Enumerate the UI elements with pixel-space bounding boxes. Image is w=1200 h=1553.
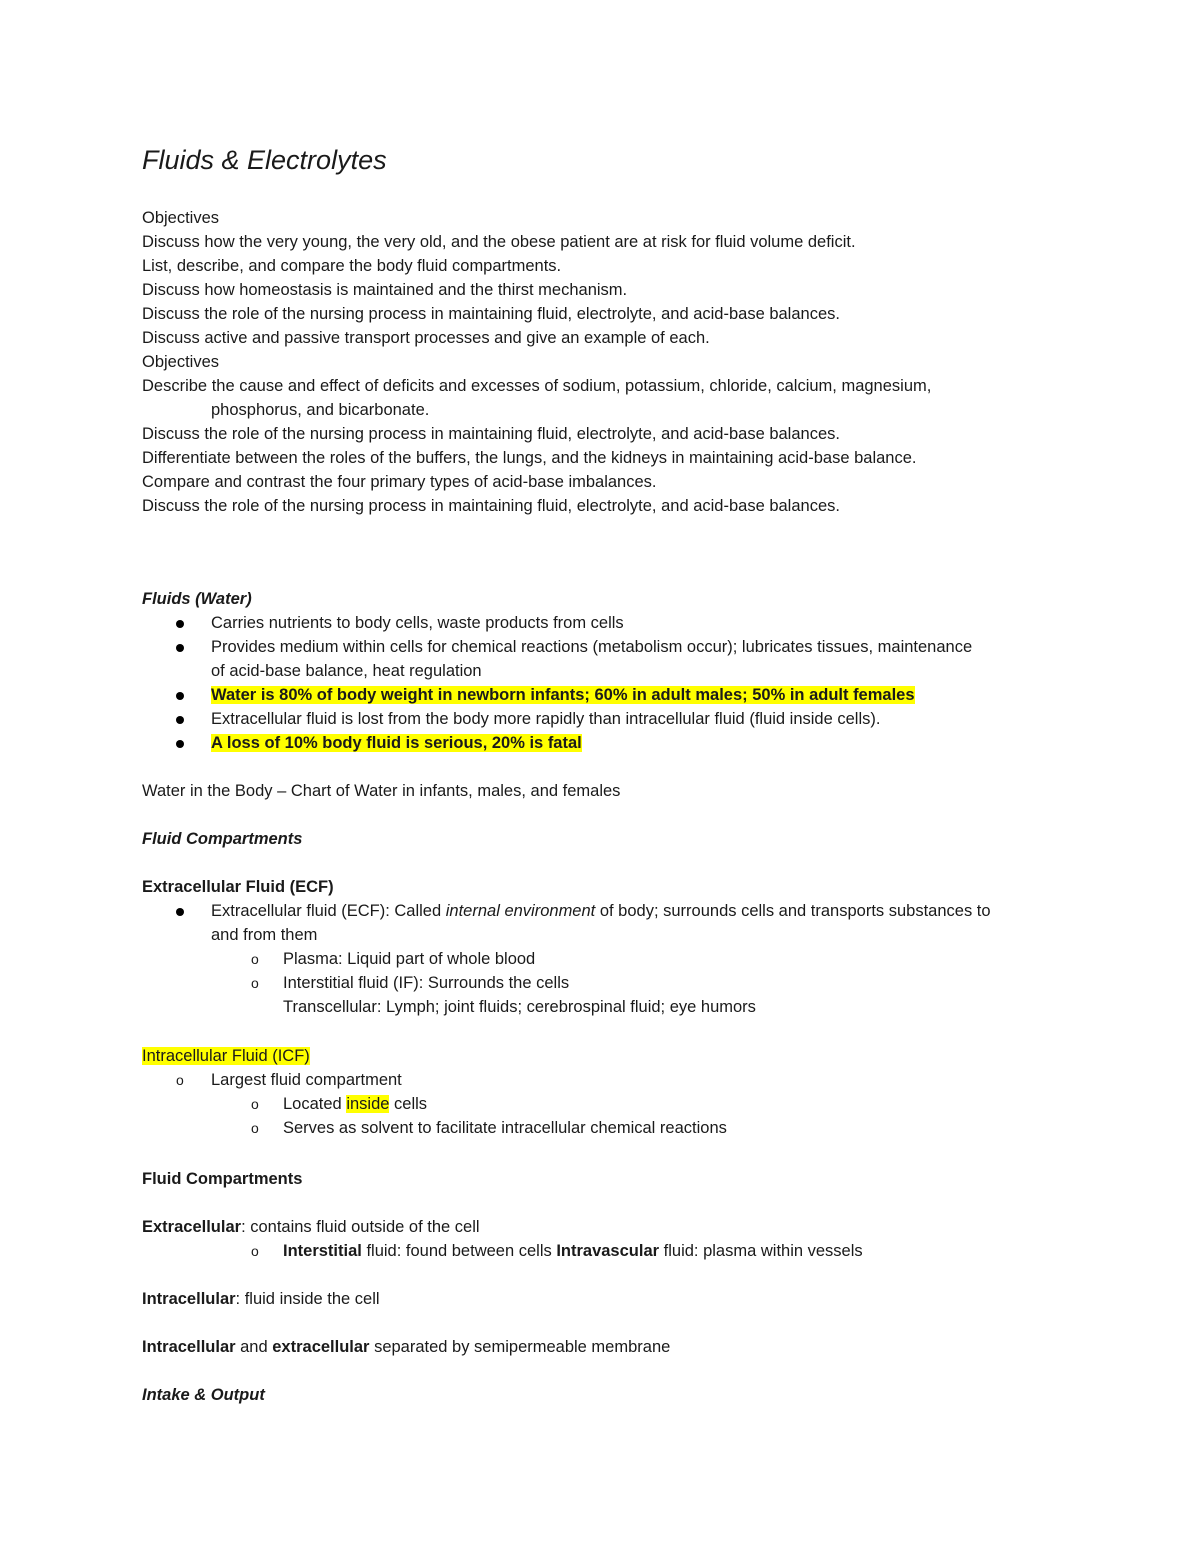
objective-line: Discuss active and passive transport processes and give an example of each.	[142, 329, 710, 347]
sub-list-item: o Interstitial fluid (IF): Surrounds the cells	[142, 971, 1072, 995]
sub-list-item: o Plasma: Liquid part of whole blood	[142, 947, 1072, 971]
objective-line: Differentiate between the roles of the buffers, the lungs, and the kidneys in maintaining acid-base balance.	[142, 449, 917, 467]
sub-list-item-continued: Transcellular: Lymph; joint fluids; cerebrospinal fluid; eye humors	[283, 998, 756, 1016]
list-item: Extracellular fluid (ECF): Called internal environment of body; surrounds cells and transports substances to	[142, 899, 1072, 923]
list-item: Extracellular fluid is lost from the body more rapidly than intracellular fluid (fluid inside cells).	[142, 707, 1072, 731]
objective-line: Discuss the role of the nursing process in maintaining fluid, electrolyte, and acid-base balances.	[142, 425, 840, 443]
circle-bullet-icon: o	[251, 1120, 259, 1136]
circle-bullet-icon: o	[251, 1096, 259, 1112]
intracellular-line: Intracellular: fluid inside the cell	[142, 1290, 380, 1308]
objectives-label: Objectives	[142, 209, 220, 227]
objective-line: Describe the cause and effect of deficits and excesses of sodium, potassium, chloride, calcium, magnesium,	[142, 377, 932, 395]
circle-bullet-icon: o	[251, 975, 259, 991]
extracellular-line: Extracellular: contains fluid outside of the cell o Interstitial fluid: found between cells Intravascular fluid: plasma within vessels	[142, 1215, 1072, 1263]
bullet-icon	[176, 899, 184, 923]
bullet-icon	[176, 731, 184, 755]
fluids-heading: Fluids (Water)	[142, 590, 252, 608]
sub-list-item: o Located inside cells	[142, 1092, 1072, 1116]
page-title: Fluids & Electrolytes	[142, 145, 387, 175]
fluid-compartments-heading: Fluid Compartments	[142, 830, 303, 848]
list-item-continued: and from them	[211, 926, 318, 944]
objective-line-continued: phosphorus, and bicarbonate.	[211, 401, 430, 419]
list-item: Provides medium within cells for chemical reactions (metabolism occur); lubricates tissues, maintenance	[142, 635, 1072, 659]
list-item-highlighted: A loss of 10% body fluid is serious, 20% is fatal	[142, 731, 1072, 755]
membrane-line: Intracellular and extracellular separated by semipermeable membrane	[142, 1338, 671, 1356]
water-chart-line: Water in the Body – Chart of Water in infants, males, and females	[142, 782, 621, 800]
ecf-section	[142, 875, 1072, 1019]
ecf-heading: Extracellular Fluid (ECF)	[142, 878, 334, 896]
objective-line: List, describe, and compare the body fluid compartments.	[142, 257, 562, 275]
objectives-block	[142, 206, 1072, 518]
sub-list-item: o Serves as solvent to facilitate intracellular chemical reactions	[142, 1116, 1072, 1140]
circle-bullet-icon: o	[176, 1072, 184, 1088]
circle-bullet-icon: o	[251, 1243, 259, 1259]
circle-bullet-icon: o	[251, 951, 259, 967]
list-item-continued: of acid-base balance, heat regulation	[211, 662, 482, 680]
fluids-section	[142, 587, 1072, 755]
intake-output-heading: Intake & Output	[142, 1386, 265, 1404]
icf-heading: Intracellular Fluid (ICF)	[142, 1047, 310, 1065]
bullet-icon	[176, 683, 184, 707]
bullet-icon	[176, 635, 184, 659]
fluid-compartments-heading-2: Fluid Compartments	[142, 1170, 303, 1188]
icf-section	[142, 1044, 1072, 1140]
objective-line: Discuss how homeostasis is maintained and the thirst mechanism.	[142, 281, 628, 299]
objective-line: Discuss the role of the nursing process in maintaining fluid, electrolyte, and acid-base balances.	[142, 497, 840, 515]
sub-list-item: o Interstitial fluid: found between cells Intravascular fluid: plasma within vessels	[142, 1239, 1072, 1263]
objective-line: Discuss the role of the nursing process in maintaining fluid, electrolyte, and acid-base balances.	[142, 305, 840, 323]
list-item-highlighted: Water is 80% of body weight in newborn infants; 60% in adult males; 50% in adult females	[142, 683, 1072, 707]
bullet-icon	[176, 707, 184, 731]
sub-list-item: o Largest fluid compartment	[142, 1068, 1072, 1092]
objective-line: Compare and contrast the four primary types of acid-base imbalances.	[142, 473, 657, 491]
objective-line: Discuss how the very young, the very old, and the obese patient are at risk for fluid volume deficit.	[142, 233, 856, 251]
objectives-label: Objectives	[142, 353, 220, 371]
bullet-icon	[176, 611, 184, 635]
list-item: Carries nutrients to body cells, waste products from cells	[142, 611, 1072, 635]
